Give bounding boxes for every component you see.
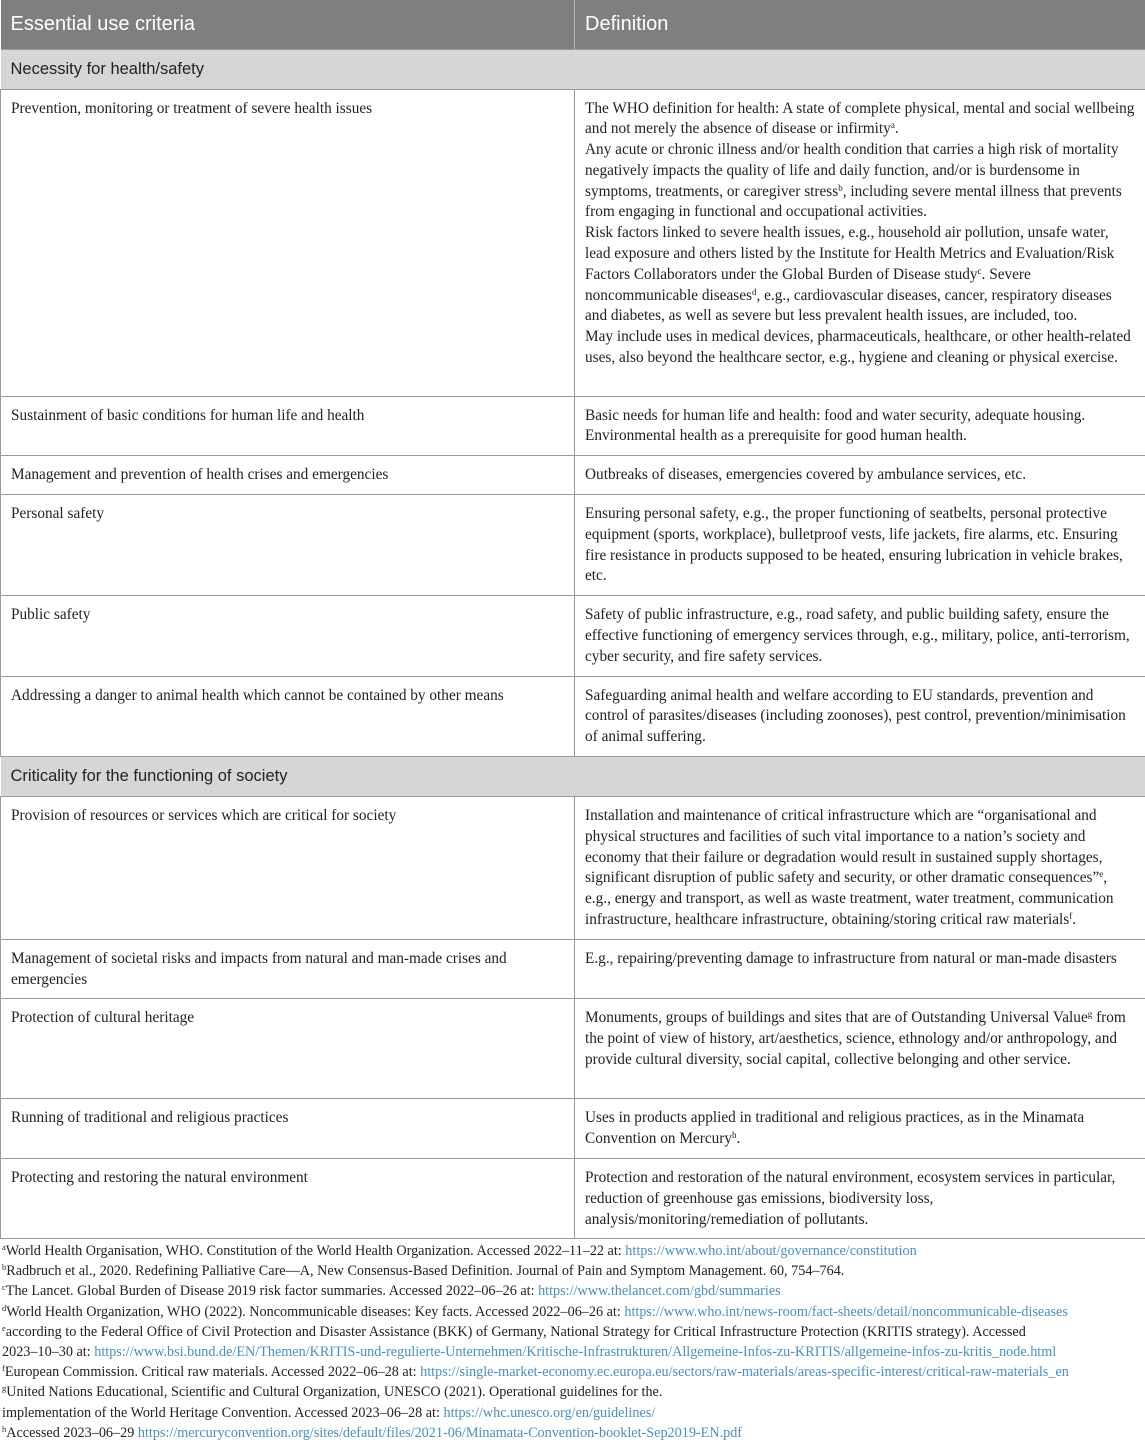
- footnote-mark: d: [2, 1302, 7, 1313]
- footnote-ref: a: [890, 120, 895, 131]
- footnote: implementation of the World Heritage Convention. Accessed 2023–06–28 at: https://whc.unesco.org/en/guidelines/: [2, 1404, 656, 1421]
- footnote-ref: f: [1069, 911, 1073, 922]
- footnote: $^a$World Health Organisation, WHO. Constitution of the World Health Organization. Accessed 2022–11–22 at: https://www.who.int/about/governance/constitution: [2, 1242, 917, 1259]
- definition-cell: Basic needs for human life and health: food and water security, adequate housing. Environmental health as a prerequisite for good human health.: [575, 396, 1145, 456]
- footnote-link[interactable]: https://whc.unesco.org/en/guidelines/: [443, 1404, 656, 1421]
- definition-cell: Protection and restoration of the natural environment, ecosystem services in particular, reduction of greenhouse gas emissions, biodiversity loss, analysis/monitoring/remediation of pollutants.: [575, 1159, 1145, 1239]
- criterion-cell: Sustainment of basic conditions for human life and health: [1, 396, 575, 456]
- footnote-mark: a: [2, 1242, 6, 1252]
- definition-cell: E.g., repairing/preventing damage to infrastructure from natural or man-made disasters: [575, 939, 1145, 999]
- criterion-cell: Running of traditional and religious practices: [1, 1099, 575, 1159]
- footnote: $^e$according to the Federal Office of Civil Protection and Disaster Assistance (BKK) of Germany, National Strategy for Critical Infrastructure Protection (KRITIS strategy). Accessed: [2, 1322, 1026, 1340]
- footnote-mark: b: [2, 1262, 7, 1273]
- footnote-ref: b: [838, 182, 843, 193]
- definition-cell: Ensuring personal safety, e.g., the proper functioning of seatbelts, personal protective equipment (sports, workplace), bulletproof vests, life jackets, fire alarms, etc. Ensuring fire resistance in products supposed to be heated, ensuring lubrication in vehicle brakes, etc.: [575, 495, 1145, 596]
- definition-cell: Safety of public infrastructure, e.g., road safety, and public building safety, ensure the effective functioning of emergency services through, e.g., military, police, anti-terrorism, cyber security, and fire safety services.: [575, 596, 1145, 676]
- footnote: 2023–10–30 at: https://www.bsi.bund.de/EN/Themen/KRITIS-und-regulierte-Unternehmen/Kritische-Infrastrukturen/Allgemeine-Infos-zu-KRITIS/allgemeine-infos-zu-kritis_node.html: [2, 1344, 1057, 1361]
- footnote-mark: h: [2, 1423, 7, 1434]
- table-row: [1, 939, 1145, 999]
- footnote-link[interactable]: https://www.thelancet.com/gbd/summaries: [538, 1283, 781, 1300]
- footnote-link[interactable]: https://mercuryconvention.org/sites/default/files/2021-06/Minamata-Convention-booklet-Sep2019-EN.pdf: [137, 1424, 743, 1441]
- table-row: [1, 596, 1145, 676]
- column-header-definition: Definition: [575, 0, 1145, 49]
- section-title: Criticality for the functioning of society: [1, 757, 1145, 797]
- criterion-cell: Management and prevention of health crises and emergencies: [1, 456, 575, 495]
- table-row: [1, 676, 1145, 756]
- footnote-link[interactable]: https://single-market-economy.ec.europa.eu/sectors/raw-materials/areas-specific-interest/critical-raw-materials_en: [420, 1364, 1069, 1381]
- definition-cell: Uses in products applied in traditional and religious practices, as in the Minamata Convention on Mercury$^h$.: [575, 1099, 1145, 1159]
- definition-cell: Installation and maintenance of critical infrastructure which are “organisational and physical structures and facilities of such vital importance to a nation’s society and economy that their failure or degradation would result in sustained supply shortages, significant disruption of public safety and security, or other dramatic consequences”$^e$, e.g., energy and transport, as well as waste treatment, water treatment, communication infrastructure, healthcare infrastructure, obtaining/storing critical raw materials$^f$.: [575, 797, 1145, 940]
- section-header: [1, 757, 1145, 797]
- criterion-cell: Public safety: [1, 596, 575, 676]
- table-row: [1, 1159, 1145, 1239]
- footnote: $^d$World Health Organization, WHO (2022). Noncommunicable diseases: Key facts. Accessed 2022–06–26 at: https://www.who.int/news-room/fact-sheets/detail/noncommunicable-diseases: [2, 1302, 1068, 1320]
- footnote-ref: h: [732, 1130, 737, 1141]
- footnote-mark: c: [2, 1282, 6, 1293]
- criterion-cell: Management of societal risks and impacts from natural and man-made crises and emergencies: [1, 939, 575, 999]
- footnote-mark: e: [2, 1322, 6, 1333]
- section-title: Necessity for health/safety: [1, 49, 1145, 89]
- footnote: $^f$European Commission. Critical raw materials. Accessed 2022–06–28 at: https://single-market-economy.ec.europa.eu/sectors/raw-materials/areas-specific-interest/critical-raw-materials_en: [2, 1363, 1069, 1381]
- footnote-link[interactable]: https://www.bsi.bund.de/EN/Themen/KRITIS-und-regulierte-Unternehmen/Kritische-Infrastrukturen/Allgemeine-Infos-zu-KRITIS/allgemeine-infos-zu-kritis_node.html: [94, 1344, 1057, 1361]
- footnotes: [0, 1241, 1145, 1443]
- criterion-cell: Prevention, monitoring or treatment of severe health issues: [1, 89, 575, 396]
- footnote-ref: c: [977, 265, 982, 276]
- footnote-link[interactable]: https://www.who.int/news-room/fact-sheets/detail/noncommunicable-diseases: [624, 1303, 1068, 1320]
- table-row: [1, 999, 1145, 1099]
- definition-cell: The WHO definition for health: A state of complete physical, mental and social wellbeing and not merely the absence of disease or infirmity$^a$. Any acute or chronic illness and/or health condition that carries a high risk of mortality negatively impacts the quality of life and daily function, and/or is burdensome in symptoms, treatments, or caregiver stress$^b$, including severe mental illness that prevents from engaging in functional and occupational activities. Risk factors linked to severe health issues, e.g., household air pollution, unsafe water, lead exposure and others listed by the Institute for Health Metrics and Evaluation/Risk Factors Collaborators under the Global Burden of Disease study$^c$. Severe noncommunicable diseases$^d$, e.g., cardiovascular diseases, cancer, respiratory diseases and diabetes, as well as severe but less prevalent health issues, are included, too. May include uses in medical devices, pharmaceuticals, healthcare, or other health-related uses, also beyond the healthcare sector, e.g., hygiene and cleaning or physical exercise.: [575, 89, 1145, 396]
- footnote-ref: g: [1087, 1009, 1093, 1020]
- table-row: [1, 396, 1145, 456]
- footnote-ref: d: [751, 286, 757, 297]
- definition-cell: Monuments, groups of buildings and sites that are of Outstanding Universal Value$^g$ from the point of view of history, art/aesthetics, science, ethnology and/or anthropology, and provide cultural diversity, social capital, collective belonging and other service.: [575, 999, 1145, 1099]
- table-row: [1, 89, 1145, 396]
- criterion-cell: Personal safety: [1, 495, 575, 596]
- criterion-cell: Protection of cultural heritage: [1, 999, 575, 1099]
- footnote: $^h$Accessed 2023–06–29 https://mercuryconvention.org/sites/default/files/2021-06/Minamata-Convention-booklet-Sep2019-EN.pdf: [2, 1423, 743, 1441]
- criterion-cell: Protecting and restoring the natural environment: [1, 1159, 575, 1239]
- footnote: $^g$United Nations Educational, Scientific and Cultural Organization, UNESCO (2021). Operational guidelines for the.: [2, 1383, 663, 1401]
- column-header-criteria: Essential use criteria: [1, 0, 575, 49]
- table-header: [1, 0, 1145, 49]
- footnote-ref: e: [1099, 869, 1104, 880]
- criterion-cell: Addressing a danger to animal health which cannot be contained by other means: [1, 676, 575, 756]
- footnote-mark: f: [2, 1363, 5, 1374]
- table-row: [1, 1099, 1145, 1159]
- table-row: [1, 797, 1145, 940]
- table-row: [1, 495, 1145, 596]
- footnote: $^b$Radbruch et al., 2020. Redefining Palliative Care—A, New Consensus-Based Definition. Journal of Pain and Symptom Management. 60, 754–764.: [2, 1262, 845, 1280]
- section-header: [1, 49, 1145, 89]
- definition-cell: Outbreaks of diseases, emergencies covered by ambulance services, etc.: [575, 456, 1145, 495]
- criterion-cell: Provision of resources or services which are critical for society: [1, 797, 575, 940]
- definition-cell: Safeguarding animal health and welfare according to EU standards, prevention and control of parasites/diseases (including zoonoses), pest control, prevention/minimisation of animal suffering.: [575, 676, 1145, 756]
- footnote-mark: g: [2, 1383, 7, 1394]
- footnote-link[interactable]: https://www.who.int/about/governance/constitution: [625, 1243, 917, 1259]
- table-row: [1, 456, 1145, 495]
- footnote: $^c$The Lancet. Global Burden of Disease 2019 risk factor summaries. Accessed 2022–06–26 at: https://www.thelancet.com/gbd/summaries: [2, 1282, 781, 1300]
